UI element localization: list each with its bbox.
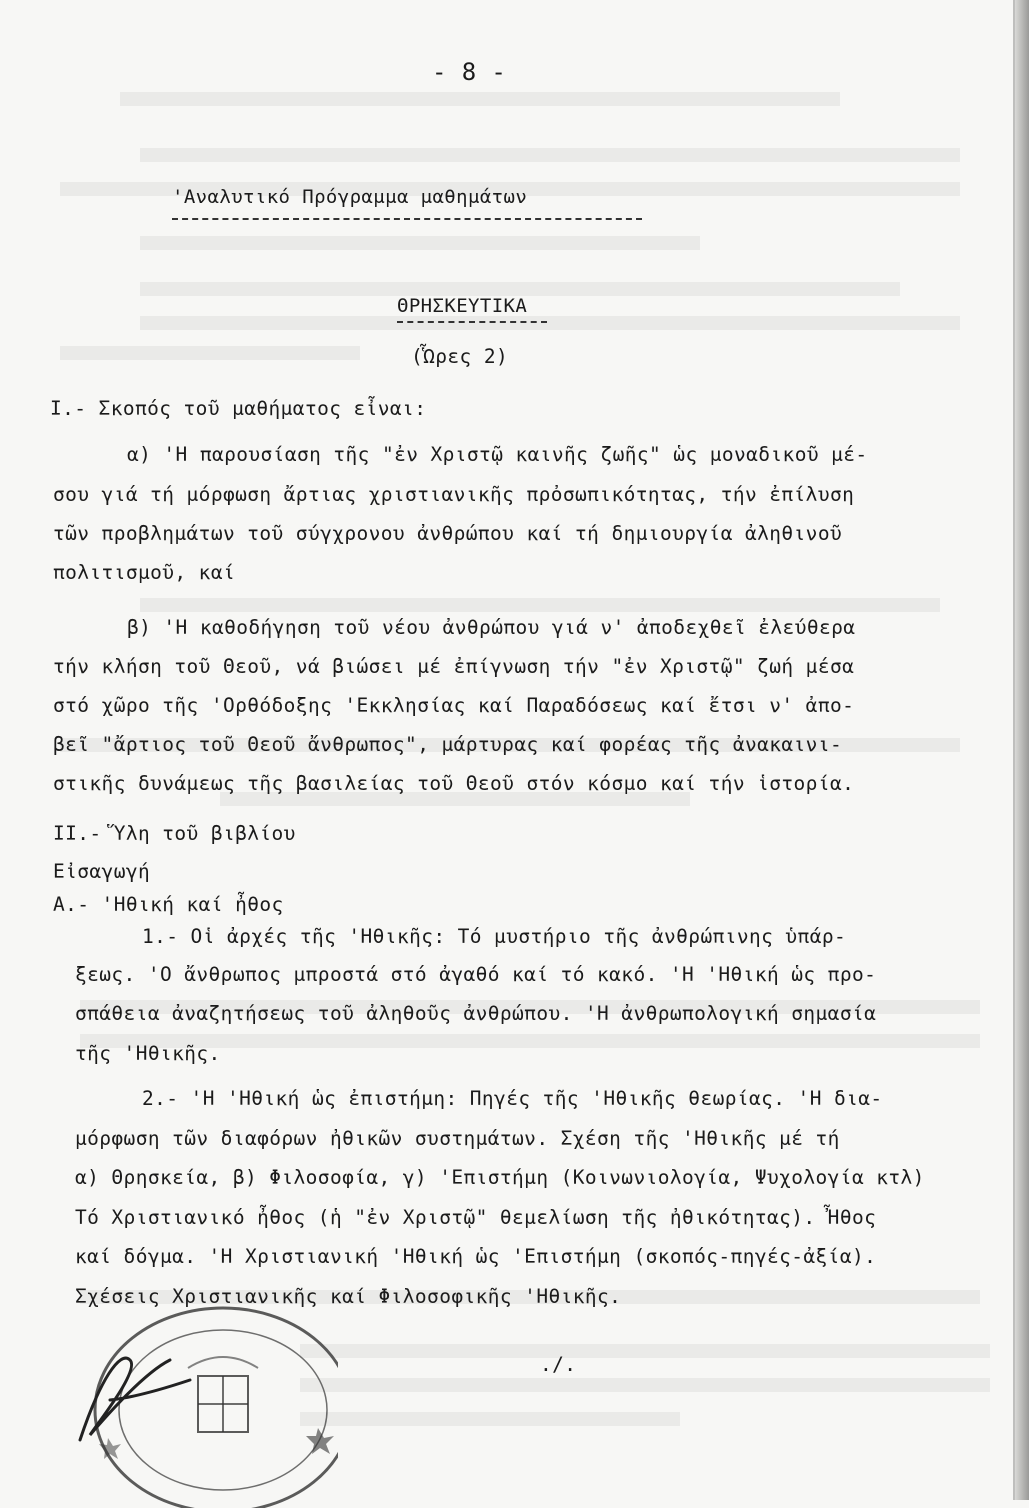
aim-a-line: α) 'Η παρουσίαση τῆς "ἐν Χριστῷ καινῆς ζωῆς" ὡς μοναδικοῦ μέ- — [127, 443, 868, 466]
paragraph-2-line: α) Θρησκεία, β) Φιλοσοφία, γ) 'Επιστήμη (Κοινωνιολογία, Ψυχολογία κτλ) — [75, 1166, 925, 1189]
title-underline — [172, 218, 642, 220]
aim-b-line: τήν κλήση τοῦ Θεοῦ, νά βιώσει μέ ἐπίγνωση τήν "ἐν Χριστῷ" ζωή μέσα — [53, 655, 855, 678]
paragraph-1-line: 1.- Οἱ ἀρχές τῆς 'Ηθικῆς: Τό μυστήριο τῆς ἀνθρώπινης ὑπάρ- — [142, 925, 847, 948]
paragraph-2-line: μόρφωση τῶν διαφόρων ἠθικῶν συστημάτων. Σχέση τῆς 'Ηθικῆς μέ τή — [75, 1127, 840, 1150]
aim-a-line: τῶν προβλημάτων τοῦ σύγχρονου ἀνθρώπου καί τή δημιουργία ἀληθινοῦ — [53, 522, 843, 545]
weekly-hours: (Ὧρες 2) — [411, 345, 509, 368]
page-edge — [1015, 0, 1029, 1500]
aim-b-line: βεῖ "ἄρτιος τοῦ Θεοῦ ἄνθρωπος", μάρτυρας καί φορέας τῆς ἀνακαινι- — [53, 733, 843, 756]
subsection-a-heading: Α.- 'Ηθική καί ἦθος — [53, 893, 284, 916]
page-edge-shadow — [1013, 0, 1015, 1500]
signature-icon — [60, 1340, 200, 1460]
aim-b-line: στικῆς δυνάμεως τῆς βασιλείας τοῦ Θεοῦ στόν κόσμο καί τήν ἱστορία. — [53, 772, 855, 795]
section-1-heading: Ι.- Σκοπός τοῦ μαθήματος εἶναι: — [50, 397, 427, 420]
document-title: 'Αναλυτικό Πρόγραμμα μαθημάτων — [172, 186, 528, 208]
subject-heading: ΘΡΗΣΚΕΥΤΙΚΑ — [397, 295, 528, 317]
continuation-mark: ./. — [540, 1353, 577, 1376]
subject-underline — [397, 321, 547, 323]
introduction-label: Εἰσαγωγή — [53, 860, 151, 883]
paragraph-2-line: 2.- 'Η 'Ηθική ὡς ἐπιστήμη: Πηγές τῆς 'Ηθικῆς θεωρίας. 'Η δια- — [142, 1087, 883, 1110]
paragraph-1-line: σπάθεια ἀναζητήσεως τοῦ ἀληθοῦς ἀνθρώπου. 'Η ἀνθρωπολογική σημασία — [75, 1002, 877, 1025]
section-2-heading: ΙΙ.- Ὕλη τοῦ βιβλίου — [53, 822, 296, 845]
paragraph-2-line: Σχέσεις Χριστιανικῆς καί Φιλοσοφικῆς 'Ηθικῆς. — [75, 1285, 622, 1308]
aim-b-line: β) 'Η καθοδήγηση τοῦ νέου ἀνθρώπου γιά ν' ἀποδεχθεῖ ἐλεύθερα — [127, 616, 856, 639]
aim-b-line: στό χῶρο τῆς 'Ορθόδοξης 'Εκκλησίας καί Παραδόσεως καί ἔτσι ν' ἀπο- — [53, 694, 855, 717]
aim-a-line: σου γιά τή μόρφωση ἄρτιας χριστιανικῆς πρὀσωπικότητας, τήν ἐπίλυση — [53, 483, 855, 506]
paragraph-1-line: τῆς 'Ηθικῆς. — [75, 1042, 221, 1065]
paragraph-1-line: ξεως. 'Ο ἄνθρωπος μπροστά στό ἀγαθό καί τό κακό. 'Η 'Ηθική ὡς προ- — [75, 963, 877, 986]
aim-a-line: πολιτισμοῦ, καί — [53, 561, 236, 584]
paragraph-2-line: Τό Χριστιανικό ἦθος (ἡ "ἐν Χριστῷ" θεμελίωση τῆς ἠθικότητας). Ἦθος — [75, 1206, 877, 1229]
paragraph-2-line: καί δόγμα. 'Η Χριστιανική 'Ηθική ὡς 'Επιστήμη (σκοπός-πηγές-ἀξία). — [75, 1245, 877, 1268]
page-number: - 8 - — [432, 58, 507, 86]
